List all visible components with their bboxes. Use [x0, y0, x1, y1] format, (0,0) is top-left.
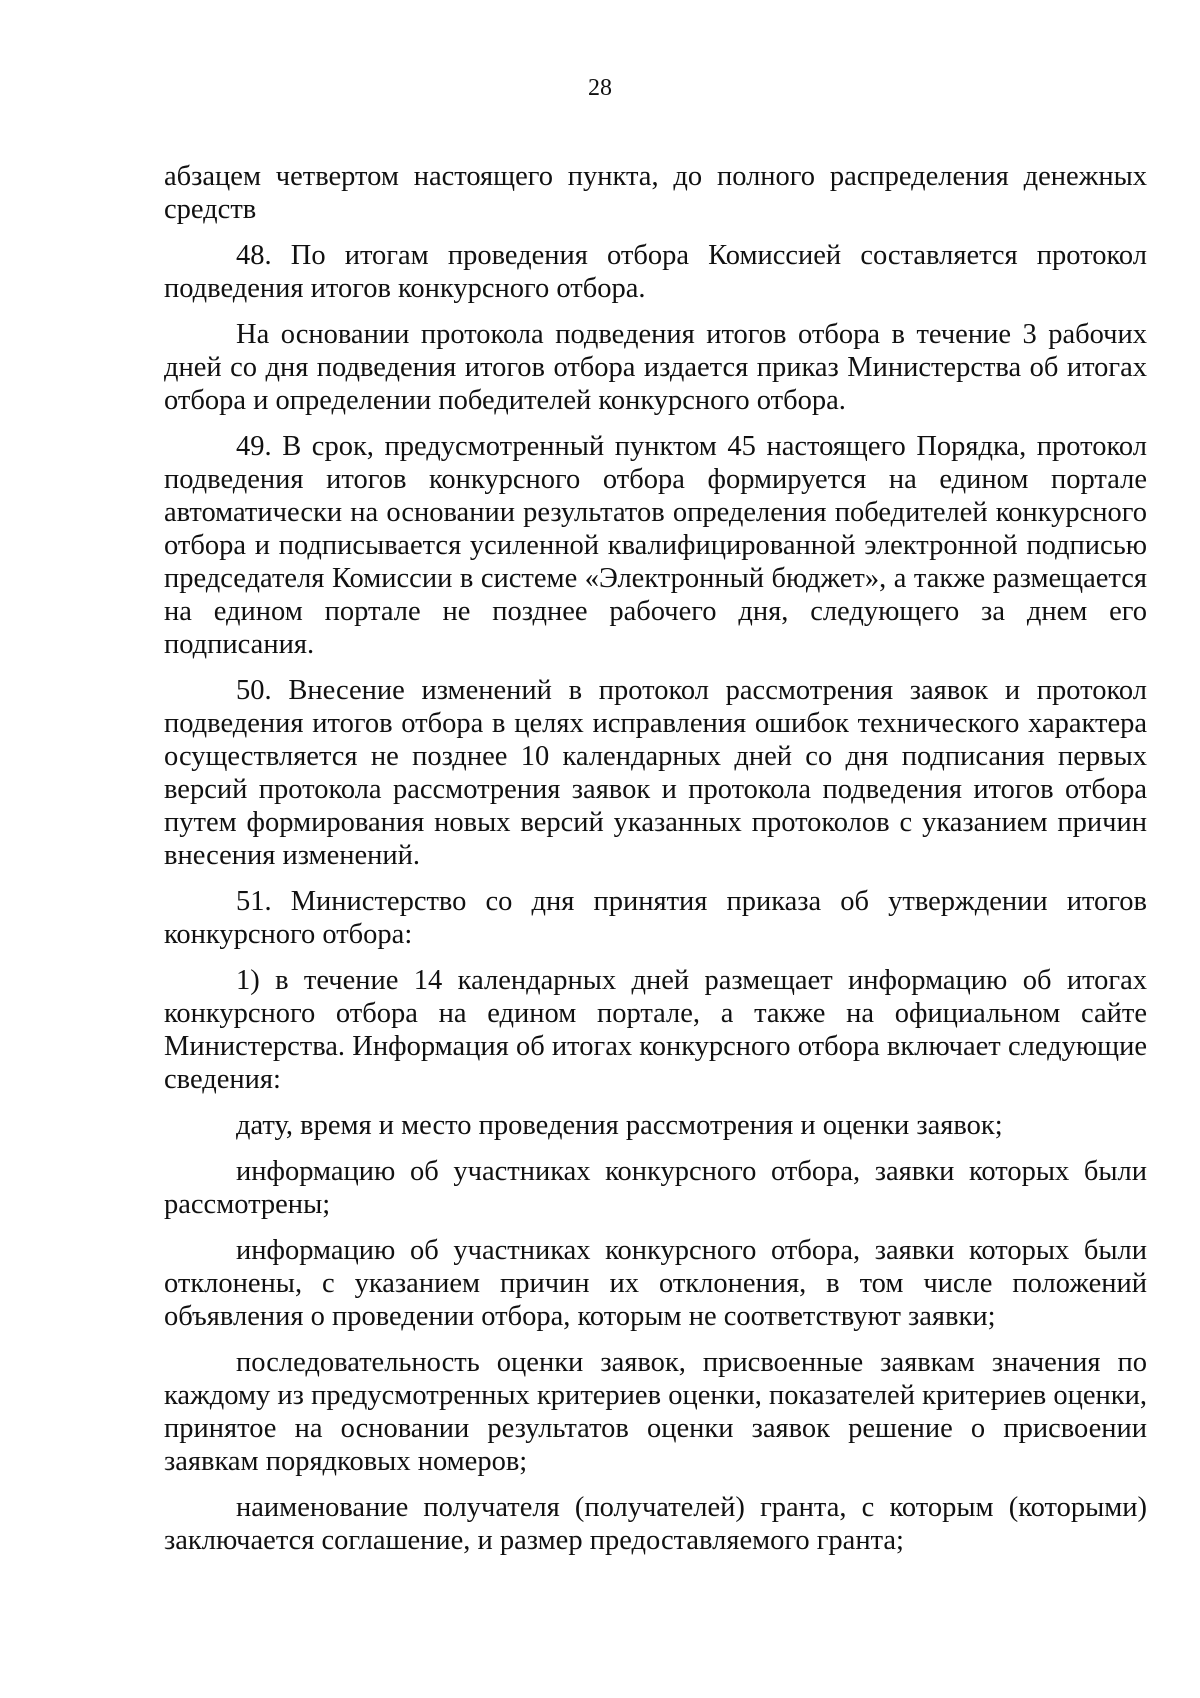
list-item-grant-recipient: наименование получателя (получателей) гранта, с которым (которыми) заключается соглашение, и размер предоставляемого гранта;	[164, 1492, 1147, 1556]
list-item-date-time-place: дату, время и место проведения рассмотрения и оценки заявок;	[236, 1110, 1003, 1141]
page-number: 28	[588, 75, 612, 101]
paragraph-48-order: На основании протокола подведения итогов отбора в течение 3 рабочих дней со дня подведения итогов отбора издается приказ Министерства об итогах отбора и определении победителей конкурсного отбора.	[164, 319, 1147, 416]
list-item-evaluation-sequence: последовательность оценки заявок, присвоенные заявкам значения по каждому из предусмотренных критериев оценки, показателей критериев оценки, принятое на основании результатов оценки заявок решение о присвоении заявкам порядковых номеров;	[164, 1347, 1147, 1477]
document-body	[164, 160, 1147, 1570]
paragraph-continuation: абзацем четвертом настоящего пункта, до полного распределения денежных средств	[164, 161, 1147, 225]
paragraph-51-item-1: 1) в течение 14 календарных дней размещает информацию об итогах конкурсного отбора на едином портале, а также на официальном сайте Министерства. Информация об итогах конкурсного отбора включает следующие сведения:	[164, 965, 1147, 1095]
paragraph-50: 50. Внесение изменений в протокол рассмотрения заявок и протокол подведения итогов отбора в целях исправления ошибок технического характера осуществляется не позднее 10 календарных дней со дня подписания первых версий протокола рассмотрения заявок и протокола подведения итогов отбора путем формирования новых версий указанных протоколов с указанием причин внесения изменений.	[164, 675, 1147, 871]
list-item-rejected-participants: информацию об участниках конкурсного отбора, заявки которых были отклонены, с указанием причин их отклонения, в том числе положений объявления о проведении отбора, которым не соответствуют заявки;	[164, 1235, 1147, 1332]
paragraph-51: 51. Министерство со дня принятия приказа об утверждении итогов конкурсного отбора:	[164, 886, 1147, 950]
list-item-reviewed-participants: информацию об участниках конкурсного отбора, заявки которых были рассмотрены;	[164, 1156, 1147, 1220]
paragraph-49: 49. В срок, предусмотренный пунктом 45 настоящего Порядка, протокол подведения итогов конкурсного отбора формируется на едином портале автоматически на основании результатов определения победителей конкурсного отбора и подписывается усиленной квалифицированной электронной подписью председателя Комиссии в системе «Электронный бюджет», а также размещается на едином портале не позднее рабочего дня, следующего за днем его подписания.	[164, 431, 1147, 660]
paragraph-48: 48. По итогам проведения отбора Комиссией составляется протокол подведения итогов конкурсного отбора.	[164, 240, 1147, 304]
